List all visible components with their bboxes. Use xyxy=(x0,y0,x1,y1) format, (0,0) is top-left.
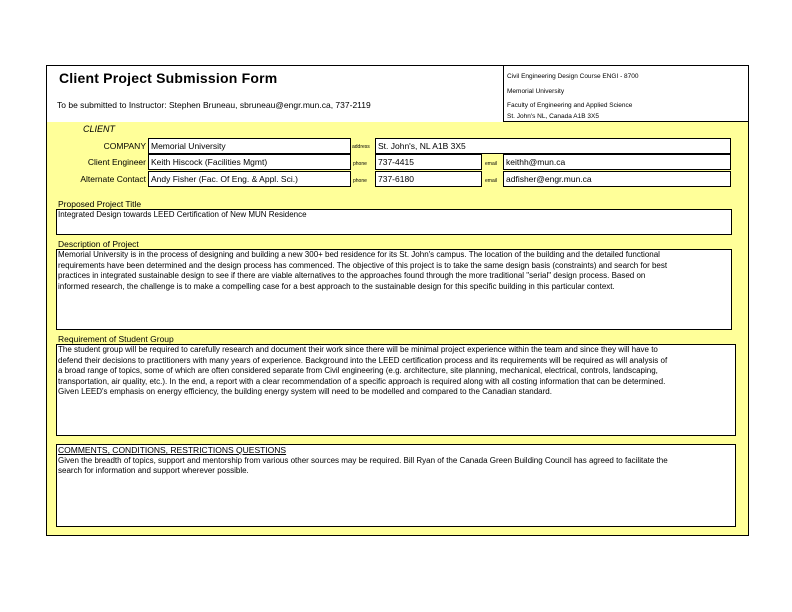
requirements-line: transportation, air quality, etc.). In the end, a report with a clear recommendation of a specific approach is required along with all costing information that can be determined. xyxy=(58,376,666,386)
comments-label: COMMENTS, CONDITIONS, RESTRICTIONS QUESTIONS xyxy=(58,445,287,455)
client-engineer-field[interactable]: Keith Hiscock (Facilities Mgmt) xyxy=(148,154,351,170)
alternate-phone-field[interactable]: 737-6180 xyxy=(375,171,482,187)
alternate-contact-field[interactable]: Andy Fisher (Fac. Of Eng. & Appl. Sci.) xyxy=(148,171,351,187)
university-name: Memorial University xyxy=(507,88,565,95)
alternate-email-field[interactable]: adfisher@engr.mun.ca xyxy=(503,171,731,187)
comments-field[interactable] xyxy=(56,444,736,527)
project-title-field[interactable] xyxy=(56,209,732,235)
faculty-name: Faculty of Engineering and Applied Science xyxy=(507,102,633,109)
company-label: COMPANY xyxy=(103,141,146,151)
address-label: address xyxy=(352,144,370,150)
course-name: Civil Engineering Design Course ENGI - 8700 xyxy=(507,73,639,80)
faculty-address: St. John's NL, Canada A1B 3X5 xyxy=(507,113,599,120)
description-line: practices in integrated sustainable design to see if there are viable alternatives to the approaches found through the more traditional "serial" design process. Based on xyxy=(58,271,646,280)
requirements-line: The student group will be required to carefully research and document their work since there will be minimal project experience within the team and since they will have to xyxy=(58,345,658,354)
project-title-label: Proposed Project Title xyxy=(58,199,142,209)
engineer-phone-label: phone xyxy=(353,161,367,167)
requirements-label: Requirement of Student Group xyxy=(58,334,174,344)
address-field[interactable]: St. John's, NL A1B 3X5 xyxy=(375,138,731,154)
description-line: informed research, the challenge is to make a compelling case for a best approach to the sustainable design for this specific building in this particular context. xyxy=(58,281,615,291)
description-line: requirements have been determined and the design process has commenced. The objective of this project is to take the same design basis (constraints) and search for best xyxy=(58,260,668,270)
submit-instructions: To be submitted to Instructor: Stephen Bruneau, sbruneau@engr.mun.ca, 737-2119 xyxy=(57,100,371,110)
alternate-email-label: email xyxy=(485,178,497,184)
engineer-email-field[interactable]: keithh@mun.ca xyxy=(503,154,731,170)
comments-line: Given the breadth of topics, support and mentorship from various other sources may be required. Bill Ryan of the Canada Green Building Council has agreed to facilitate the xyxy=(58,455,668,465)
client-engineer-label: Client Engineer xyxy=(87,157,146,167)
engineer-email-label: email xyxy=(485,161,497,167)
client-section-label: CLIENT xyxy=(83,124,116,134)
comments-line: search for information and support wherever possible. xyxy=(58,466,249,475)
description-line: Memorial University is in the process of designing and building a new 300+ bed residence for its St. John's campus. The location of the building and the detailed functional xyxy=(58,250,660,259)
engineer-phone-field[interactable]: 737-4415 xyxy=(375,154,482,170)
description-label: Description of Project xyxy=(58,239,139,249)
alternate-phone-label: phone xyxy=(353,178,367,184)
requirements-line: defend their decisions to practitioners with many years of experience. Background into the LEED certification process and its requirements will be required as will analysis of xyxy=(58,355,668,365)
alternate-contact-label: Alternate Contact xyxy=(80,174,146,184)
requirements-field[interactable] xyxy=(56,344,736,436)
requirements-line: Given LEED's emphasis on energy efficiency, the building energy system will need to be modelled and compared to the Canadian standard. xyxy=(58,387,552,396)
form-title: Client Project Submission Form xyxy=(59,70,278,86)
description-field[interactable] xyxy=(56,249,732,330)
company-field[interactable]: Memorial University xyxy=(148,138,351,154)
requirements-line: a broad range of topics, some of which are often considered separate from Civil engineering (e.g. architecture, site planning, mechanical, electrical, controls, landscaping, xyxy=(58,366,658,375)
project-title-text: Integrated Design towards LEED Certification of New MUN Residence xyxy=(58,210,307,219)
